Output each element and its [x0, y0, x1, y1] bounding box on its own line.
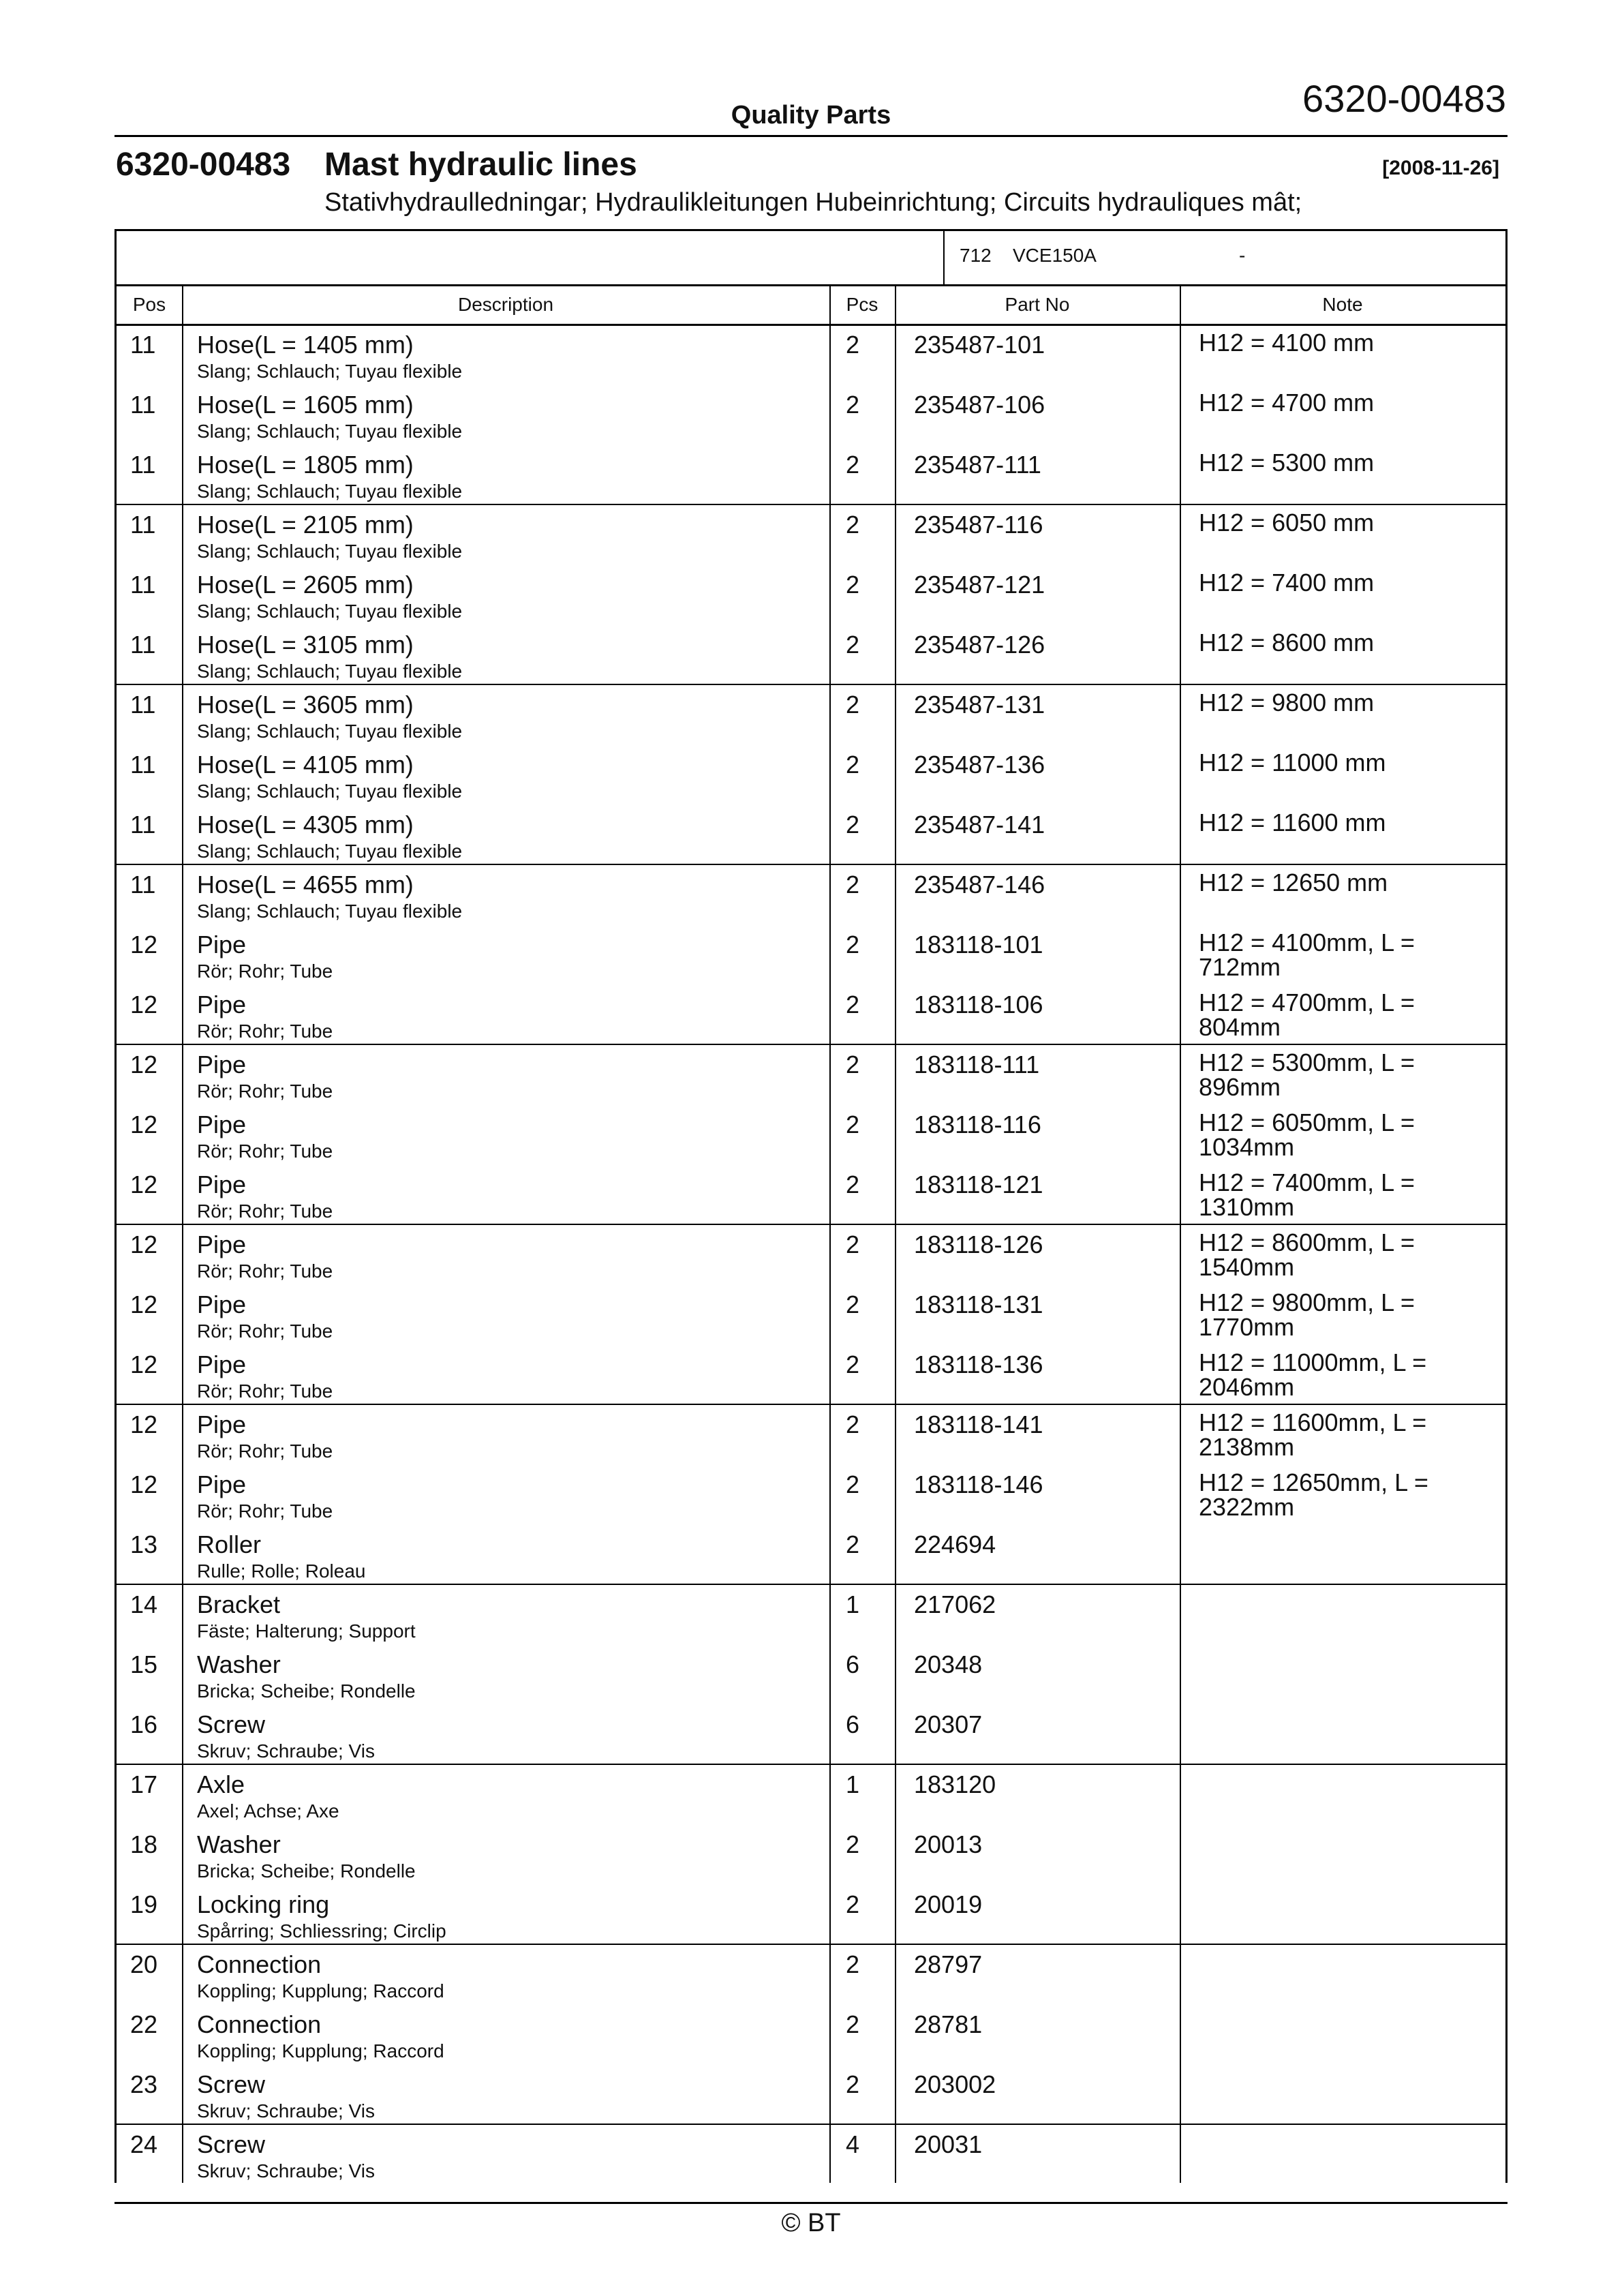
- row-translation: Slang; Schlauch; Tuyau flexible: [197, 661, 463, 682]
- row-description: Washer: [197, 1650, 281, 1678]
- column-header-part-no: Part No: [1005, 294, 1070, 315]
- row-description: Hose(L = 1805 mm): [197, 451, 414, 479]
- model-divider: [943, 231, 945, 284]
- row-description: Pipe: [197, 1410, 247, 1438]
- row-pcs: 2: [846, 1230, 860, 1258]
- row-part-no: 235487-131: [914, 691, 1045, 719]
- row-pos: 12: [130, 1111, 158, 1138]
- row-translation: Fäste; Halterung; Support: [197, 1620, 416, 1642]
- row-pcs: 2: [846, 571, 860, 599]
- row-translation: Skruv; Schraube; Vis: [197, 2100, 375, 2121]
- row-description: Pipe: [197, 1290, 247, 1318]
- row-part-no: 28797: [914, 1950, 983, 1978]
- row-pcs: 6: [846, 1710, 860, 1738]
- row-pcs: 1: [846, 1770, 860, 1798]
- row-part-no: 183118-111: [914, 1051, 1040, 1078]
- row-pos: 11: [130, 871, 156, 898]
- row-pcs: 2: [846, 1410, 860, 1438]
- column-header-note: Note: [1322, 294, 1363, 315]
- row-group-divider: [117, 1764, 1505, 1765]
- row-pos: 11: [130, 571, 156, 599]
- row-note: H12 = 12650mm, L = 2322mm: [1199, 1468, 1428, 1521]
- row-pos: 12: [130, 1470, 158, 1498]
- footer-copyright: © BT: [781, 2209, 841, 2237]
- row-description: Locking ring: [197, 1890, 330, 1918]
- row-translation: Bricka; Scheibe; Rondelle: [197, 1860, 416, 1882]
- row-pos: 11: [130, 511, 156, 539]
- row-part-no: 217062: [914, 1590, 996, 1618]
- table-row: [117, 808, 1505, 868]
- row-translation: Rör; Rohr; Tube: [197, 961, 333, 982]
- row-description: Hose(L = 4105 mm): [197, 751, 414, 779]
- row-translation: Slang; Schlauch; Tuyau flexible: [197, 721, 463, 742]
- row-pos: 11: [130, 811, 156, 839]
- row-translation: Rör; Rohr; Tube: [197, 1320, 333, 1342]
- row-pos: 16: [130, 1710, 158, 1738]
- row-translation: Slang; Schlauch; Tuyau flexible: [197, 361, 463, 382]
- row-translation: Rör; Rohr; Tube: [197, 1440, 333, 1462]
- row-pos: 11: [130, 631, 156, 659]
- row-pos: 12: [130, 1230, 158, 1258]
- row-pos: 18: [130, 1830, 158, 1858]
- row-pos: 14: [130, 1590, 158, 1618]
- row-pos: 12: [130, 1410, 158, 1438]
- row-note: H12 = 12650 mm: [1199, 868, 1388, 896]
- row-note: H12 = 8600 mm: [1199, 629, 1375, 656]
- table-row: [117, 1348, 1505, 1408]
- row-part-no: 224694: [914, 1530, 996, 1558]
- row-pcs: 2: [846, 931, 860, 958]
- row-note: H12 = 5300mm, L = 896mm: [1199, 1048, 1415, 1101]
- row-part-no: 183118-146: [914, 1470, 1043, 1498]
- row-description: Pipe: [197, 1470, 247, 1498]
- row-pcs: 2: [846, 1950, 860, 1978]
- column-header-pcs: Pcs: [846, 294, 878, 315]
- row-part-no: 20348: [914, 1650, 983, 1678]
- row-pcs: 2: [846, 391, 860, 419]
- section-subtitle: Stativhydraulledningar; Hydraulikleitungen Hubeinrichtung; Circuits hydrauliques mât;: [324, 188, 1302, 217]
- row-part-no: 20031: [914, 2130, 983, 2158]
- row-note: H12 = 6050mm, L = 1034mm: [1199, 1108, 1415, 1161]
- row-translation: Rör; Rohr; Tube: [197, 1081, 333, 1102]
- row-pos: 12: [130, 1290, 158, 1318]
- row-pcs: 2: [846, 691, 860, 719]
- row-translation: Rör; Rohr; Tube: [197, 1021, 333, 1042]
- row-description: Pipe: [197, 1051, 247, 1078]
- row-description: Pipe: [197, 991, 247, 1018]
- row-pcs: 2: [846, 2070, 860, 2098]
- row-translation: Koppling; Kupplung; Raccord: [197, 2040, 444, 2061]
- row-group-divider: [117, 1404, 1505, 1405]
- row-description: Hose(L = 2605 mm): [197, 571, 414, 599]
- row-description: Hose(L = 4655 mm): [197, 871, 414, 898]
- row-pcs: 2: [846, 811, 860, 839]
- table-row: [117, 2008, 1505, 2068]
- footer-divider: [114, 2202, 1508, 2204]
- row-pcs: 2: [846, 1350, 860, 1378]
- row-pos: 13: [130, 1530, 158, 1558]
- model-name: VCE150A: [1013, 245, 1097, 266]
- row-note: H12 = 11000mm, L = 2046mm: [1199, 1348, 1427, 1401]
- row-group-divider: [117, 864, 1505, 865]
- document-id: 6320-00483: [1302, 77, 1506, 120]
- row-pcs: 2: [846, 1470, 860, 1498]
- table-row: [117, 1168, 1505, 1228]
- table-row: [117, 1408, 1505, 1468]
- row-part-no: 235487-111: [914, 451, 1041, 479]
- row-pos: 15: [130, 1650, 158, 1678]
- column-header-description: Description: [457, 294, 554, 315]
- row-note: H12 = 9800mm, L = 1770mm: [1199, 1288, 1415, 1341]
- row-pos: 12: [130, 1170, 158, 1198]
- column-header-pos: Pos: [132, 294, 166, 315]
- row-pos: 11: [130, 331, 156, 359]
- row-part-no: 183118-101: [914, 931, 1043, 958]
- table-row: [117, 1948, 1505, 2008]
- row-pos: 23: [130, 2070, 158, 2098]
- row-description: Pipe: [197, 1350, 247, 1378]
- model-row: [117, 231, 1505, 286]
- table-row: [117, 928, 1505, 988]
- row-description: Pipe: [197, 1230, 247, 1258]
- row-group-divider: [117, 1044, 1505, 1045]
- row-description: Washer: [197, 1830, 281, 1858]
- row-pcs: 2: [846, 1890, 860, 1918]
- row-pcs: 1: [846, 1590, 860, 1618]
- row-pos: 12: [130, 931, 158, 958]
- row-translation: Slang; Schlauch; Tuyau flexible: [197, 541, 463, 562]
- row-pos: 24: [130, 2130, 158, 2158]
- row-pos: 12: [130, 991, 158, 1018]
- table-row: [117, 1228, 1505, 1288]
- row-group-divider: [117, 2124, 1505, 2125]
- row-note: H12 = 11600 mm: [1199, 809, 1386, 836]
- row-part-no: 20307: [914, 1710, 983, 1738]
- row-pcs: 2: [846, 331, 860, 359]
- row-pos: 11: [130, 691, 156, 719]
- row-pcs: 2: [846, 1111, 860, 1138]
- table-row: [117, 688, 1505, 748]
- row-pos: 17: [130, 1770, 158, 1798]
- table-row: [117, 1048, 1505, 1108]
- row-translation: Slang; Schlauch; Tuyau flexible: [197, 901, 463, 922]
- row-description: Roller: [197, 1530, 262, 1558]
- table-row: [117, 1768, 1505, 1828]
- row-part-no: 235487-106: [914, 391, 1045, 419]
- row-note: H12 = 6050 mm: [1199, 509, 1375, 537]
- row-translation: Skruv; Schraube; Vis: [197, 1740, 375, 1762]
- row-description: Hose(L = 3105 mm): [197, 631, 414, 659]
- row-description: Connection: [197, 1950, 322, 1978]
- table-row: [117, 1108, 1505, 1168]
- row-part-no: 183118-136: [914, 1350, 1043, 1378]
- table-row: [117, 1708, 1505, 1768]
- row-pcs: 2: [846, 1170, 860, 1198]
- column-header-row: [117, 284, 1505, 326]
- row-translation: Rör; Rohr; Tube: [197, 1141, 333, 1162]
- row-group-divider: [117, 1584, 1505, 1585]
- row-description: Pipe: [197, 931, 247, 958]
- row-pos: 19: [130, 1890, 158, 1918]
- row-pcs: 4: [846, 2130, 860, 2158]
- row-pcs: 2: [846, 1051, 860, 1078]
- header-divider: [114, 135, 1508, 137]
- model-code: 712: [960, 245, 992, 266]
- row-group-divider: [117, 1944, 1505, 1945]
- row-part-no: 235487-116: [914, 511, 1043, 539]
- table-row: [117, 448, 1505, 508]
- row-description: Screw: [197, 2130, 266, 2158]
- row-translation: Axel; Achse; Axe: [197, 1800, 339, 1822]
- table-row: [117, 1888, 1505, 1948]
- row-translation: Slang; Schlauch; Tuyau flexible: [197, 841, 463, 862]
- row-translation: Slang; Schlauch; Tuyau flexible: [197, 781, 463, 802]
- table-row: [117, 388, 1505, 448]
- row-translation: Rör; Rohr; Tube: [197, 1200, 333, 1222]
- table-row: [117, 748, 1505, 808]
- table-row: [117, 988, 1505, 1048]
- table-row: [117, 2068, 1505, 2128]
- row-pos: 11: [130, 391, 156, 419]
- row-pos: 11: [130, 451, 156, 479]
- row-translation: Slang; Schlauch; Tuyau flexible: [197, 421, 463, 442]
- row-description: Screw: [197, 1710, 266, 1738]
- row-part-no: 235487-126: [914, 631, 1045, 659]
- table-row: [117, 508, 1505, 568]
- row-description: Pipe: [197, 1170, 247, 1198]
- row-pcs: 2: [846, 2010, 860, 2038]
- row-pcs: 2: [846, 1830, 860, 1858]
- row-part-no: 183118-106: [914, 991, 1043, 1018]
- table-row: [117, 1468, 1505, 1528]
- table-row: [117, 1828, 1505, 1888]
- row-note: H12 = 4700mm, L = 804mm: [1199, 988, 1415, 1041]
- row-note: H12 = 5300 mm: [1199, 449, 1375, 477]
- table-row: [117, 1528, 1505, 1588]
- row-part-no: 235487-141: [914, 811, 1045, 839]
- row-pcs: 2: [846, 451, 860, 479]
- row-pcs: 2: [846, 991, 860, 1018]
- table-row: [117, 2128, 1505, 2188]
- row-note: H12 = 7400mm, L = 1310mm: [1199, 1168, 1415, 1221]
- section-title: Mast hydraulic lines: [324, 147, 637, 183]
- row-part-no: 183120: [914, 1770, 996, 1798]
- row-group-divider: [117, 1224, 1505, 1225]
- row-note: H12 = 7400 mm: [1199, 569, 1375, 596]
- row-part-no: 183118-131: [914, 1290, 1043, 1318]
- row-part-no: 235487-136: [914, 751, 1045, 779]
- row-pos: 12: [130, 1350, 158, 1378]
- row-pcs: 2: [846, 511, 860, 539]
- row-note: H12 = 4700 mm: [1199, 389, 1375, 417]
- row-description: Hose(L = 1605 mm): [197, 391, 414, 419]
- row-pcs: 2: [846, 631, 860, 659]
- row-description: Axle: [197, 1770, 245, 1798]
- row-description: Screw: [197, 2070, 266, 2098]
- row-note: H12 = 4100 mm: [1199, 329, 1375, 357]
- row-translation: Bricka; Scheibe; Rondelle: [197, 1680, 416, 1702]
- row-pcs: 6: [846, 1650, 860, 1678]
- table-row: [117, 568, 1505, 628]
- row-translation: Slang; Schlauch; Tuyau flexible: [197, 601, 463, 622]
- row-pcs: 2: [846, 1530, 860, 1558]
- row-pos: 22: [130, 2010, 158, 2038]
- row-pcs: 2: [846, 751, 860, 779]
- row-translation: Skruv; Schraube; Vis: [197, 2160, 375, 2181]
- row-translation: Koppling; Kupplung; Raccord: [197, 1980, 444, 2002]
- table-row: [117, 328, 1505, 388]
- row-note: H12 = 11000 mm: [1199, 749, 1386, 776]
- row-note: H12 = 9800 mm: [1199, 689, 1375, 716]
- row-description: Bracket: [197, 1590, 281, 1618]
- table-row: [117, 628, 1505, 688]
- row-part-no: 203002: [914, 2070, 996, 2098]
- row-part-no: 183118-121: [914, 1170, 1043, 1198]
- row-description: Hose(L = 2105 mm): [197, 511, 414, 539]
- row-translation: Rör; Rohr; Tube: [197, 1380, 333, 1402]
- row-description: Connection: [197, 2010, 322, 2038]
- row-part-no: 20013: [914, 1830, 983, 1858]
- row-part-no: 183118-126: [914, 1230, 1043, 1258]
- table-row: [117, 1288, 1505, 1348]
- row-part-no: 183118-141: [914, 1410, 1043, 1438]
- row-pcs: 2: [846, 871, 860, 898]
- row-part-no: 20019: [914, 1890, 983, 1918]
- section-number: 6320-00483: [116, 147, 291, 183]
- row-pos: 12: [130, 1051, 158, 1078]
- row-description: Hose(L = 1405 mm): [197, 331, 414, 359]
- table-row: [117, 1648, 1505, 1708]
- row-translation: Rör; Rohr; Tube: [197, 1500, 333, 1522]
- parts-table: [114, 229, 1508, 2183]
- row-pos: 20: [130, 1950, 158, 1978]
- row-group-divider: [117, 504, 1505, 505]
- row-description: Hose(L = 3605 mm): [197, 691, 414, 719]
- row-part-no: 183118-116: [914, 1111, 1041, 1138]
- model-dash: -: [1239, 245, 1246, 266]
- section-date: [2008-11-26]: [1382, 157, 1499, 179]
- row-translation: Rör; Rohr; Tube: [197, 1260, 333, 1282]
- row-part-no: 235487-146: [914, 871, 1045, 898]
- row-description: Pipe: [197, 1111, 247, 1138]
- row-part-no: 235487-121: [914, 571, 1045, 599]
- row-pcs: 2: [846, 1290, 860, 1318]
- row-note: H12 = 11600mm, L = 2138mm: [1199, 1408, 1427, 1461]
- row-note: H12 = 8600mm, L = 1540mm: [1199, 1228, 1415, 1281]
- row-group-divider: [117, 684, 1505, 685]
- row-translation: Slang; Schlauch; Tuyau flexible: [197, 481, 463, 502]
- row-part-no: 28781: [914, 2010, 983, 2038]
- table-row: [117, 868, 1505, 928]
- page-header-title: Quality Parts: [731, 101, 891, 130]
- row-description: Hose(L = 4305 mm): [197, 811, 414, 839]
- row-pos: 11: [130, 751, 156, 779]
- row-note: H12 = 4100mm, L = 712mm: [1199, 928, 1415, 981]
- table-row: [117, 1588, 1505, 1648]
- row-translation: Rulle; Rolle; Roleau: [197, 1560, 366, 1582]
- row-translation: Spårring; Schliessring; Circlip: [197, 1920, 446, 1942]
- row-part-no: 235487-101: [914, 331, 1045, 359]
